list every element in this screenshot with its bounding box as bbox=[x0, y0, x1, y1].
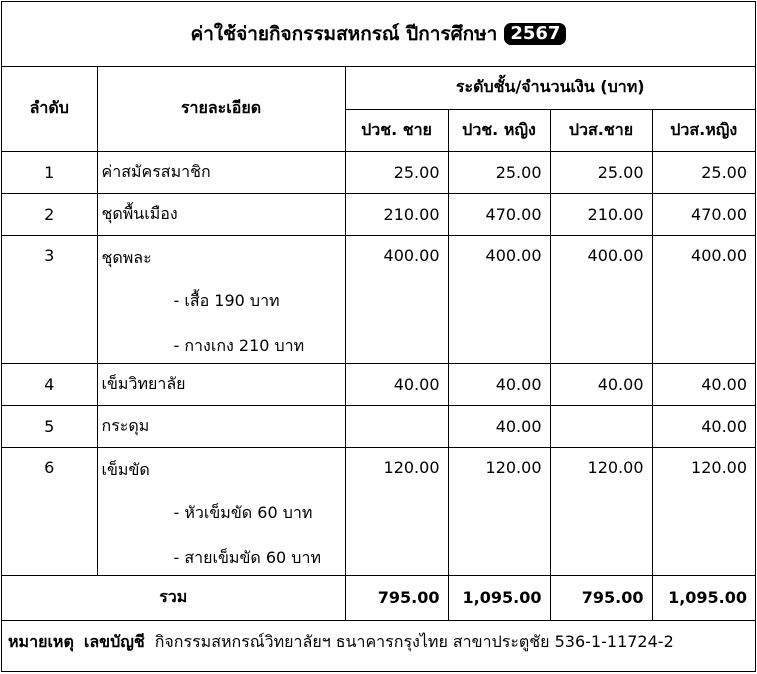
row-amount bbox=[550, 405, 652, 447]
page-title bbox=[2, 2, 755, 67]
account-label: เลขบัญชี bbox=[83, 632, 145, 651]
row-amount: 120.00 bbox=[448, 447, 550, 575]
header-col: ปวช. หญิง bbox=[448, 109, 550, 151]
row-item-cell bbox=[97, 235, 345, 363]
row-item-cell bbox=[97, 447, 345, 575]
row-item: กระดุม bbox=[97, 405, 345, 447]
table-row bbox=[2, 405, 755, 447]
row-item: ค่าสมัครสมาชิก bbox=[97, 151, 345, 193]
header-group: ระดับชั้น/จำนวนเงิน (บาท) bbox=[345, 67, 755, 109]
row-amount: 210.00 bbox=[550, 193, 652, 235]
title-text: ค่าใช้จ่ายกิจกรรมสหกรณ์ ปีการศึกษา bbox=[190, 23, 498, 45]
row-subitem: - กางเกง 210 บาท bbox=[173, 335, 305, 355]
total-amount: 1,095.00 bbox=[448, 575, 550, 620]
row-amount: 40.00 bbox=[652, 363, 755, 405]
row-amount: 210.00 bbox=[345, 193, 448, 235]
table-row bbox=[2, 447, 755, 575]
row-amount: 25.00 bbox=[345, 151, 448, 193]
expense-table bbox=[2, 67, 755, 621]
row-amount: 120.00 bbox=[652, 447, 755, 575]
row-amount: 470.00 bbox=[448, 193, 550, 235]
row-amount: 400.00 bbox=[550, 235, 652, 363]
total-amount: 795.00 bbox=[550, 575, 652, 620]
row-number: 5 bbox=[2, 405, 97, 447]
note-label: หมายเหตุ bbox=[8, 632, 74, 651]
row-item: ชุดพื้นเมือง bbox=[97, 193, 345, 235]
row-number: 4 bbox=[2, 363, 97, 405]
row-item: ชุดพละ bbox=[101, 247, 152, 267]
row-amount: 40.00 bbox=[550, 363, 652, 405]
row-number: 1 bbox=[2, 151, 97, 193]
header-col: ปวช. ชาย bbox=[345, 109, 448, 151]
year-badge: 2567 bbox=[504, 23, 566, 45]
table-row bbox=[2, 363, 755, 405]
row-amount: 40.00 bbox=[448, 363, 550, 405]
expense-sheet bbox=[1, 1, 756, 672]
account-text: กิจกรรมสหกรณ์วิทยาลัยฯ ธนาคารกรุงไทย สาขาประตูชัย 536-1-11724-2 bbox=[154, 632, 674, 651]
row-amount: 120.00 bbox=[345, 447, 448, 575]
table-row bbox=[2, 151, 755, 193]
row-amount: 400.00 bbox=[448, 235, 550, 363]
row-number: 2 bbox=[2, 193, 97, 235]
row-amount: 400.00 bbox=[345, 235, 448, 363]
total-row bbox=[2, 575, 755, 620]
footnote bbox=[2, 621, 755, 665]
row-amount: 25.00 bbox=[652, 151, 755, 193]
row-item: เข็มขัด bbox=[101, 459, 150, 479]
row-amount: 400.00 bbox=[652, 235, 755, 363]
header-col: ปวส.หญิง bbox=[652, 109, 755, 151]
row-amount bbox=[345, 405, 448, 447]
header-order: ลำดับ bbox=[2, 67, 97, 151]
total-label: รวม bbox=[2, 575, 345, 620]
row-number: 6 bbox=[2, 447, 97, 575]
row-subitem: - สายเข็มขัด 60 บาท bbox=[173, 547, 321, 567]
row-amount: 40.00 bbox=[448, 405, 550, 447]
header-col: ปวส.ชาย bbox=[550, 109, 652, 151]
row-number: 3 bbox=[2, 235, 97, 363]
row-amount: 120.00 bbox=[550, 447, 652, 575]
total-amount: 795.00 bbox=[345, 575, 448, 620]
table-row bbox=[2, 193, 755, 235]
row-subitem: - หัวเข็มขัด 60 บาท bbox=[173, 502, 313, 522]
row-amount: 470.00 bbox=[652, 193, 755, 235]
row-amount: 40.00 bbox=[345, 363, 448, 405]
row-item: เข็มวิทยาลัย bbox=[97, 363, 345, 405]
table-row bbox=[2, 235, 755, 363]
header-detail: รายละเอียด bbox=[97, 67, 345, 151]
total-amount: 1,095.00 bbox=[652, 575, 755, 620]
row-subitem: - เสื้อ 190 บาท bbox=[173, 290, 280, 310]
row-amount: 25.00 bbox=[550, 151, 652, 193]
row-amount: 25.00 bbox=[448, 151, 550, 193]
row-amount: 40.00 bbox=[652, 405, 755, 447]
